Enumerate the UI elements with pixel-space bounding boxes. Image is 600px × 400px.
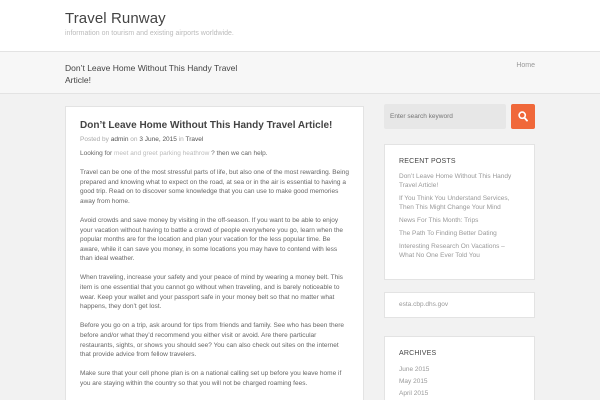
entry-title[interactable]: Don’t Leave Home Without This Handy Travel Article! — [80, 120, 333, 131]
recent-post-link[interactable]: News For This Month: Trips — [399, 217, 479, 224]
widget-title-archives: ARCHIVES — [399, 350, 437, 357]
search-form — [384, 104, 535, 129]
archive-link[interactable]: June 2015 — [399, 366, 430, 373]
archives-widget — [384, 336, 535, 400]
recent-post-link[interactable]: Don’t Leave Home Without This Handy Travel Article! — [399, 173, 512, 189]
search-button[interactable] — [511, 104, 535, 129]
article-card — [65, 106, 364, 400]
body-paragraph: Make sure that your cell phone plan is on a national calling set up before you leave home if you are staying within the country so that you will not be charged roaming fees. — [80, 370, 342, 387]
meta-in: in — [178, 136, 184, 143]
site-header — [0, 0, 600, 52]
entry-content — [80, 149, 349, 388]
page-title-bar — [0, 52, 600, 94]
link-widget — [384, 292, 535, 318]
meta-posted-by: Posted by — [80, 136, 109, 143]
site-title[interactable]: Travel Runway — [65, 10, 166, 27]
body-paragraph: Avoid crowds and save money by visiting in the off-season. If you want to be able to enjoy your vacation without having to battle a crowd of people everywhere you go, learn when the popular months are for the location and plan your vacation for the less popular time. Be aware, while it can save you money, in some locations you may have to contend with less than ideal weather. — [80, 216, 344, 263]
search-icon — [518, 111, 528, 122]
recent-post-link[interactable]: If You Think You Understand Services, Then This Might Change Your Mind — [399, 195, 510, 211]
recent-post-link[interactable]: The Path To Finding Better Dating — [399, 230, 497, 237]
meta-date-link[interactable]: 3 June, 2015 — [139, 136, 177, 143]
archives-list — [385, 357, 534, 398]
body-paragraph: Travel can be one of the most stressful parts of life, but also one of the most rewarding. Being prepared and knowing what to expect on the road, at sea or in the air is essential to having a good trip. Read on to discover some knowledge that you can use to make good memories away from home. — [80, 169, 349, 205]
esta-link[interactable]: esta.cbp.dhs.gov — [399, 301, 449, 308]
breadcrumb-home-link[interactable]: Home — [516, 62, 535, 69]
archive-link[interactable]: April 2015 — [399, 390, 429, 397]
meta-on: on — [130, 136, 138, 143]
recent-posts-list — [385, 165, 534, 260]
archive-link[interactable]: May 2015 — [399, 378, 428, 385]
body-paragraph: Before you go on a trip, ask around for tips from friends and family. See who has been there before and/or what they’d recommend you either visit or avoid. Are there particular restaurants, sights, or shows you should see? You can also check out sites on the internet that provide advice from fellow travelers. — [80, 322, 344, 359]
body-paragraph: When traveling, increase your safety and your peace of mind by wearing a money belt. This item is one essential that you cannot go without when traveling, and is barely noticeable to wear. Keep your wallet and your passport safe in your money belt so that no matter what happens, they don’t get lost. — [80, 274, 343, 311]
meta-author-link[interactable]: admin — [110, 136, 129, 143]
recent-posts-widget — [384, 144, 535, 280]
recent-post-link[interactable]: Interesting Research On Vacations – What No One Ever Told You — [399, 243, 505, 259]
meta-category-link[interactable]: Travel — [185, 136, 204, 143]
page-title: Don’t Leave Home Without This Handy Travel Article! — [65, 63, 238, 85]
intro-link[interactable]: meet and greet parking heathrow — [113, 150, 210, 157]
widget-title-recent-posts: RECENT POSTS — [399, 158, 456, 165]
intro-text-before: Looking for — [80, 150, 114, 157]
intro-text-after: ? then we can help. — [209, 150, 268, 157]
site-description: information on tourism and existing airports worldwide. — [65, 30, 234, 37]
intro-paragraph — [80, 149, 349, 159]
search-input[interactable] — [384, 104, 506, 129]
entry-meta — [80, 136, 349, 143]
